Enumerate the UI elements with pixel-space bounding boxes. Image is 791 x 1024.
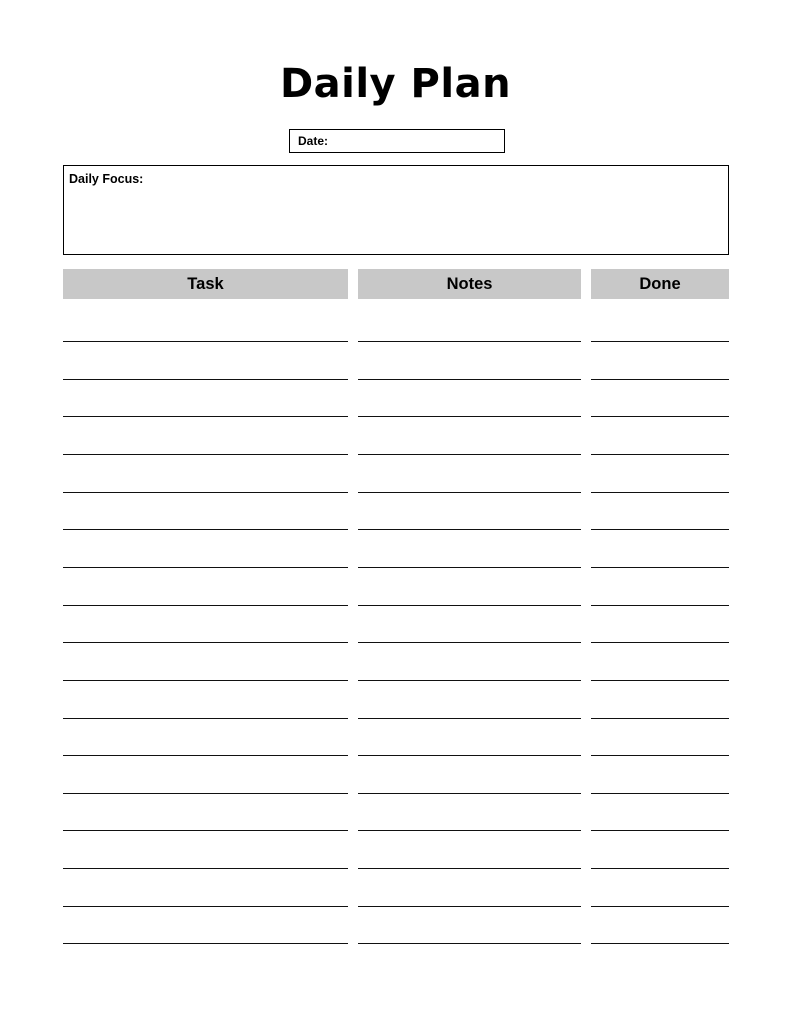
row-7-notes-line[interactable] [358,567,581,568]
row-13-done-line[interactable] [591,793,729,794]
daily-focus-box[interactable] [63,165,729,255]
column-header-task: Task [63,269,348,299]
row-15-done-line[interactable] [591,868,729,869]
row-13-task-line[interactable] [63,793,348,794]
row-7-task-line[interactable] [63,567,348,568]
row-5-notes-line[interactable] [358,492,581,493]
row-9-done-line[interactable] [591,642,729,643]
row-8-notes-line[interactable] [358,605,581,606]
column-header-done: Done [591,269,729,299]
row-2-notes-line[interactable] [358,379,581,380]
row-17-notes-line[interactable] [358,943,581,944]
row-15-notes-line[interactable] [358,868,581,869]
row-8-task-line[interactable] [63,605,348,606]
row-16-done-line[interactable] [591,906,729,907]
row-10-notes-line[interactable] [358,680,581,681]
date-field[interactable] [289,129,505,153]
row-6-done-line[interactable] [591,529,729,530]
row-5-task-line[interactable] [63,492,348,493]
row-17-task-line[interactable] [63,943,348,944]
row-14-notes-line[interactable] [358,830,581,831]
row-12-notes-line[interactable] [358,755,581,756]
row-4-done-line[interactable] [591,454,729,455]
row-2-task-line[interactable] [63,379,348,380]
column-header-notes: Notes [358,269,581,299]
row-1-notes-line[interactable] [358,341,581,342]
row-1-task-line[interactable] [63,341,348,342]
row-1-done-line[interactable] [591,341,729,342]
row-12-task-line[interactable] [63,755,348,756]
row-13-notes-line[interactable] [358,793,581,794]
row-8-done-line[interactable] [591,605,729,606]
date-label: Date: [298,134,329,148]
row-9-task-line[interactable] [63,642,348,643]
daily-focus-label: Daily Focus: [69,172,144,186]
row-5-done-line[interactable] [591,492,729,493]
page-title: Daily Plan [279,61,512,107]
row-11-done-line[interactable] [591,718,729,719]
row-10-task-line[interactable] [63,680,348,681]
row-17-done-line[interactable] [591,943,729,944]
row-3-task-line[interactable] [63,416,348,417]
row-3-done-line[interactable] [591,416,729,417]
row-3-notes-line[interactable] [358,416,581,417]
row-6-task-line[interactable] [63,529,348,530]
row-16-notes-line[interactable] [358,906,581,907]
row-14-done-line[interactable] [591,830,729,831]
row-4-task-line[interactable] [63,454,348,455]
row-2-done-line[interactable] [591,379,729,380]
row-15-task-line[interactable] [63,868,348,869]
row-16-task-line[interactable] [63,906,348,907]
row-11-notes-line[interactable] [358,718,581,719]
row-14-task-line[interactable] [63,830,348,831]
row-6-notes-line[interactable] [358,529,581,530]
row-7-done-line[interactable] [591,567,729,568]
row-4-notes-line[interactable] [358,454,581,455]
row-12-done-line[interactable] [591,755,729,756]
row-11-task-line[interactable] [63,718,348,719]
row-10-done-line[interactable] [591,680,729,681]
row-9-notes-line[interactable] [358,642,581,643]
